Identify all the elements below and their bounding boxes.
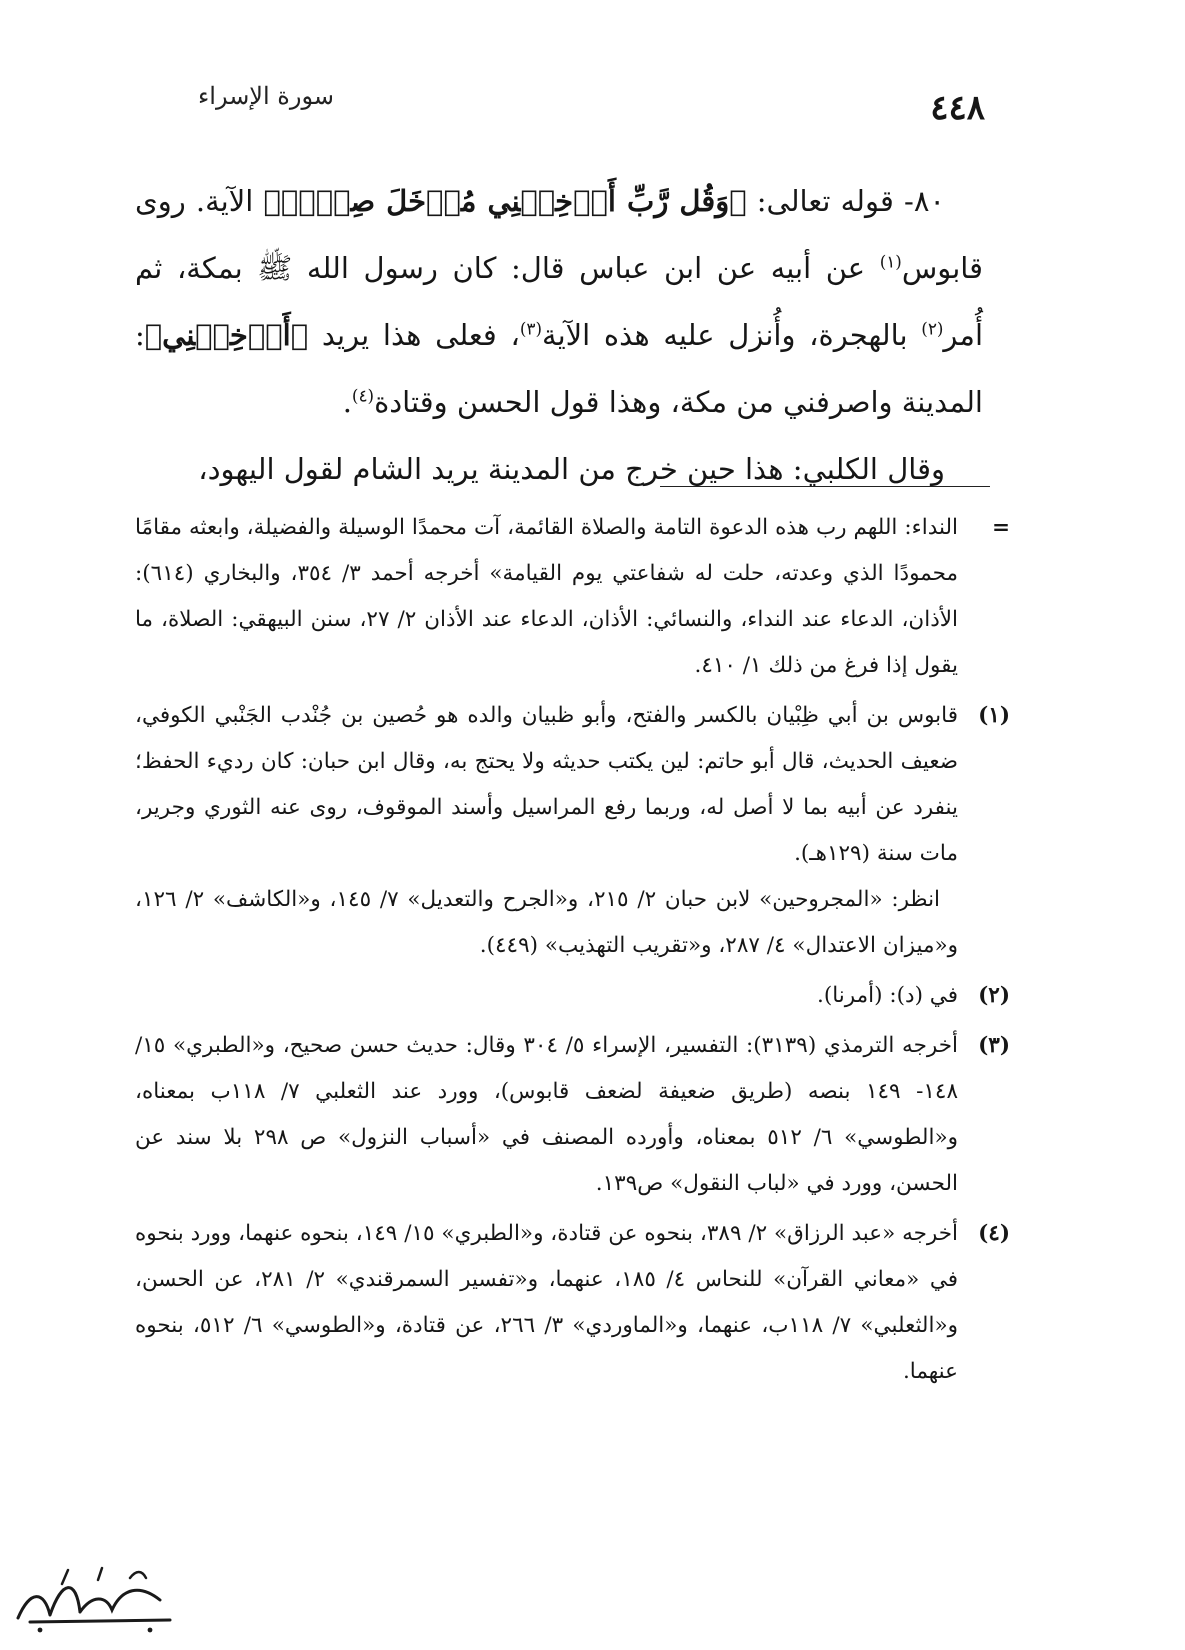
page-number: ٤٤٨ <box>930 88 985 128</box>
footnote-text: في (د): (أمرنا). <box>817 983 958 1008</box>
footnote-ref[interactable]: (٤) <box>351 385 375 406</box>
footnote-ref[interactable]: (١) <box>879 251 902 272</box>
footnote-text: أخرجه «عبد الرزاق» ٢/ ٣٨٩، بنحوه عن قتادة، و«الطبري» ١٥/ ١٤٩، بنحوه عنهما، وورد بنحوه في «معاني القرآن» للنحاس ٤/ ١٨٥، عنهما، و«تفسير السمرقندي» ٢/ ٢٨١، عن الحسن، و«الثعلبي» ٧/ ١١٨ب، عنهما، و«الماوردي» ٣/ ٢٦٦، عن قتادة، و«الطوسي» ٦/ ٥١٢، بنحوه عنهما. <box>135 1221 959 1384</box>
main-paragraph: وقال الكلبي: هذا حين خرج من المدينة يريد الشام لقول اليهود، <box>198 452 945 486</box>
main-paragraph <box>135 168 983 436</box>
text-run: الآية. روى قابوس <box>135 184 983 285</box>
footnote-marker: (٢) <box>978 983 1010 1008</box>
footnotes <box>135 505 1010 1399</box>
quran-quote: ﴿أَدۡخِلۡنِي﴾ <box>144 318 309 352</box>
continuation-mark: = <box>991 515 1010 540</box>
footnote-marker: (١) <box>978 703 1010 728</box>
footnote-1 <box>135 693 1010 969</box>
footnote-continuation <box>135 505 1010 689</box>
text-run: : المدينة واصرفني من مكة، وهذا قول الحسن وقتادة <box>135 318 983 419</box>
verse-number: ٨٠- <box>893 184 945 218</box>
text-run: ، فعلى هذا يريد <box>308 318 520 352</box>
text-run: . <box>342 385 352 419</box>
main-text <box>135 168 983 503</box>
footnote-3 <box>135 1023 1010 1207</box>
footnote-4 <box>135 1211 1010 1395</box>
quran-quote: ﴿وَقُل رَّبِّ أَدۡخِلۡنِي مُدۡخَلَ صِدۡقٖ﴾ <box>263 184 747 218</box>
calligraphy-logo <box>10 1560 185 1640</box>
footnote-ref[interactable]: (٢) <box>921 318 944 339</box>
footnote-2 <box>135 973 1010 1019</box>
footnote-text: النداء: اللهم رب هذه الدعوة التامة والصلاة القائمة، آت محمدًا الوسيلة والفضيلة، وابعثه مقامًا محمودًا الذي وعدته، حلت له شفاعتي يوم القيامة» أخرجه أحمد ٣/ ٣٥٤، والبخاري (٦١٤): الأذان، الدعاء عند النداء، والنسائي: الأذان، الدعاء عند الأذان ٢/ ٢٧، سنن البيهقي: الصلاة، ما يقول إذا فرغ من ذلك ١/ ٤١٠. <box>135 515 959 678</box>
footnote-marker: (٣) <box>978 1033 1010 1058</box>
footnote-text: قابوس بن أبي ظِبْيان بالكسر والفتح، وأبو ظبيان والده هو حُصين بن جُنْدب الجَنْبي الكوفي، ضعيف الحديث، قال أبو حاتم: لين يكتب حديثه ولا يحتج به، وقال ابن حبان: كان رديء الحفظ؛ ينفرد عن أبيه بما لا أصل له، وربما رفع المراسيل وأسند الموقوف، روى عنه الثوري وجرير، مات سنة (١٢٩هـ). <box>135 703 958 866</box>
footnote-text: أخرجه الترمذي (٣١٣٩): التفسير، الإسراء ٥/ ٣٠٤ وقال: حديث حسن صحيح، و«الطبري» ١٥/ ١٤٨- ١٤٩ بنصه (طريق ضعيفة لضعف قابوس)، وورد عند الثعلبي ٧/ ١١٨ب بمعناه، و«الطوسي» ٦/ ٥١٢ بمعناه، وأورده المصنف في «أسباب النزول» ص ٢٩٨ بلا سند عن الحسن، وورد في «لباب النقول» ص١٣٩. <box>135 1033 958 1196</box>
footnote-subtext: انظر: «المجروحين» لابن حبان ٢/ ٢١٥، و«الجرح والتعديل» ٧/ ١٤٥، و«الكاشف» ٢/ ١٢٦، و«ميزان الاعتدال» ٤/ ٢٨٧، و«تقريب التهذيب» (٤٤٩). <box>135 887 958 958</box>
footnote-divider <box>660 486 990 487</box>
text-run: بالهجرة، وأُنزل عليه هذه الآية <box>542 318 922 352</box>
running-title: سورة الإسراء <box>198 82 334 110</box>
text-run: قوله تعالى: <box>746 184 894 218</box>
text-run: عن أبيه عن ابن عباس قال: كان رسول الله ﷺ بمكة، ثم أُمر <box>135 251 984 352</box>
footnote-ref[interactable]: (٣) <box>519 318 543 339</box>
footnote-marker: (٤) <box>978 1221 1010 1246</box>
